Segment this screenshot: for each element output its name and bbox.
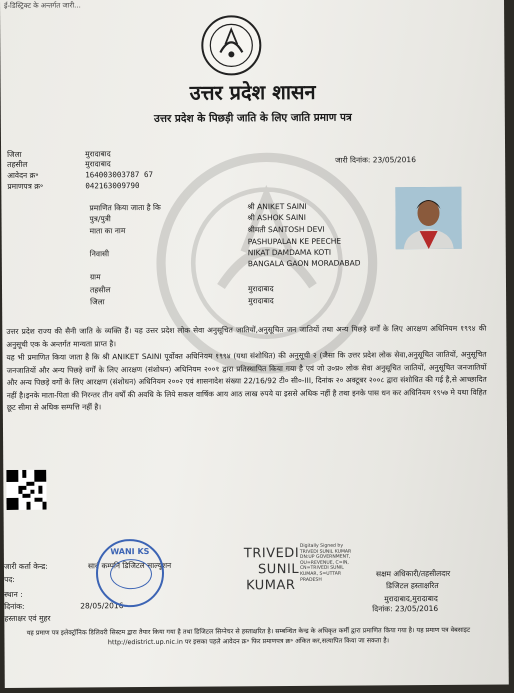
address-line-2: NIKAT DAMDAMA KOTI [247, 247, 332, 258]
person-tehsil-value: मुरादाबाद [247, 284, 274, 294]
footer-date-value: 28/05/2016 [80, 601, 124, 611]
document-title: उत्तर प्रदेश शासन [189, 79, 316, 105]
resident-label: निवासी [89, 249, 110, 259]
father-name: श्री ASHOK SAINI [247, 212, 307, 223]
issue-date: जारी दिनांक: 23/05/2016 [335, 155, 416, 165]
post-label: पद: [4, 574, 15, 584]
tehsil-label: तहसील [7, 159, 28, 169]
address-line-3: BANGALA GAON MORADABAD [247, 258, 361, 269]
officer-date: दिनांक: 23/05/2016 [372, 603, 439, 614]
digital-sig-name-3: KUMAR [246, 577, 296, 594]
issuer-value: सार्व कम्पनि डिजिटल साल्यूशन [87, 560, 172, 571]
footer-date-label: दिनांक: [4, 601, 25, 611]
mother-label: माता का नाम [89, 226, 126, 236]
mother-name: श्रीमती SANTOSH DEVI [247, 224, 325, 235]
sign-label: हस्ताक्षर एवं मुहर [4, 613, 51, 623]
person-district-label: जिला [90, 297, 105, 307]
footer-note: यह प्रमाण पत्र इलेक्ट्रॉनिक डिलिवरी सिस्टम द्वारा तैयार किया गया है तथा डिजिटल सिग्नेचर से हस्ताक्षरित है। सम्बन्धित केन्द्र के अधिकृत कर्मी द्वारा प्रमाणित किया गया है। यह प्रमाण पत्र वेबसाइट http://edistrict.up.nic.in पर इसका पहले आवेदन क्र॰ फिर प्रमाणपत्र क्र॰ अंकित कर,सत्यापित किया जा सकता है। [26, 625, 471, 647]
qr-code [6, 470, 46, 510]
district-label: जिला [7, 149, 22, 159]
applicant-photo [395, 187, 461, 249]
top-note: ई-डिस्ट्रिक्ट के अन्तर्गत जारी... [4, 1, 81, 10]
digital-sig-name-1: TRIVEDI [243, 545, 300, 562]
certification-paragraph: यह भी प्रमाणित किया जाता है कि श्री ANIKET SAINI पूर्वोक्त अधिनियम १९९४ (यथा संशोधित) की अनुसूची २ (जैसा कि उत्तर प्रदेश लोक सेवा,अनुसूचित जातियों, अनुसूचित जनजातियों और अन्य पिछड़े वर्गों के लिए आरक्षण (संशोधन) अधिनियम २००१ द्वारा प्रतिस्थापित किया गया है एवं जो उ०प्र० लोक सेवा अनुसूचित जातियों, अनुसूचित जनजातियों और अन्य पिछड़े वर्गों के लिए आरक्षण (संशोधन) अधिनियम २००२ एवं शासनादेश संख्या 22/16/92 टी० सी०-III, दिनांक २० अक्टूबर २००८ द्वारा संशोधित की गई है,से आच्छादित नहीं है।इनके माता-पिता की निरन्तर तीन वर्षों की अवधि के लिये सकल वार्षिक आय आठ लाख रुपये या इससे अधिक नहीं है तथा इनके पास धन कर अधिनियम १९५७ मे यथा विहित छूट सीमा से अधिक सम्पत्ति नहीं है। [6, 349, 487, 413]
caste-paragraph: उत्तर प्रदेश राज्य की सैनी जाति के व्यक्ति हैं। यह उत्तर प्रदेश लोक सेवा अनुसूचित जातियों,अनुसूचित जन जातियों तथा अन्य पिछड़े वर्गों के लिए आरक्षण अधिनियम १९९४ की अनुसूची एक के अन्तर्गत मान्यता प्राप्त है। [6, 323, 487, 349]
certify-label: प्रमाणित किया जाता है कि [89, 202, 161, 213]
document-subtitle: उत्तर प्रदेश के पिछड़ी जाति के लिए जाति प्रमाण पत्र [153, 111, 352, 125]
digital-sig-name-2: SUNIL [257, 561, 300, 578]
application-number-label: आवेदन क्र॰ [7, 170, 39, 180]
father-label: पुत्र/पुत्री [89, 214, 111, 224]
office-stamp [96, 539, 164, 607]
officer-title: सक्षम अधिकारी/तहसीलदार [375, 568, 451, 579]
district-value: मुरादाबाद [85, 149, 111, 159]
application-number-value: 164003003787 67 [85, 169, 153, 180]
applicant-name: श्री ANIKET SAINI [247, 201, 307, 212]
tehsil-value: मुरादाबाद [85, 159, 111, 169]
up-government-seal-icon [200, 14, 262, 76]
officer-sign: डिजिटल हस्ताक्षरित [386, 580, 439, 591]
certificate-number-value: 042163009790 [85, 181, 140, 191]
officer-place: मुरादाबाद,मुरादाबाद [384, 593, 438, 604]
certificate-number-label: प्रमाणपत्र क्र॰ [7, 181, 44, 191]
place-label: स्थान : [4, 589, 23, 599]
digital-sig-details: Digitally Signed by TRIVEDI SUNIL KUMAR DN:UP GOVERNMENT, OU=REVENUE, C=IN, CN=TRIVEDI SUNIL KUMAR, S=UTTAR PRADESH [299, 543, 352, 583]
issuer-label: जारी कर्ता केन्द्र: [3, 561, 48, 571]
village-label: ग्राम [89, 272, 101, 282]
person-district-value: मुरादाबाद [248, 296, 274, 306]
person-tehsil-label: तहसील [89, 285, 111, 295]
address-line-1: PASHUPALAN KE PEECHE [247, 236, 342, 247]
stamp-text: WANI KS [110, 546, 150, 557]
